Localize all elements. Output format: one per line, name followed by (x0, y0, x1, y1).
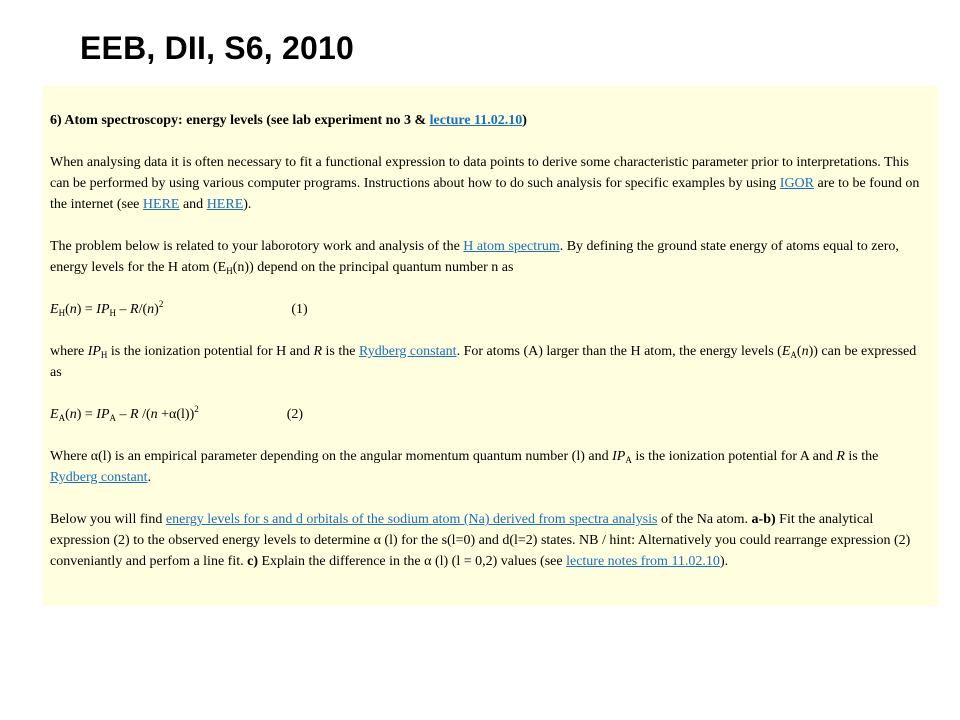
igor-link[interactable]: IGOR (779, 176, 815, 191)
alpha-text-1: Where α(l) is an empirical parameter depending on the angular momentum quantum number (l) and (50, 449, 613, 464)
problem-text-1: The problem below is related to your laborotory work and analysis of the (50, 239, 464, 254)
alpha-text-4: . (147, 470, 152, 485)
task-text-3: Fit the analytical expression (2) to the observed energy levels to determine α (l) for the s(l=0) and d(l=2) states. NB / hint: Alternatively you could rearrange expression (2) conveniantly and perfom a line fit. (50, 512, 911, 569)
alpha-text-3: is the (844, 449, 879, 464)
intro-text-1: When analysing data it is often necessary to fit a functional expression to data points to derive some characteristic parameter prior to interpretations. This can be performed by using various computer programs. Instructions about how to do such analysis for specific examples by using (50, 155, 909, 191)
definition-paragraph: where $IP_H$ is the ionization potential for H and R is the Rydberg constant. For atoms (A) larger than the H atom, the energy levels $(E_A(n))$ can be expressed as (50, 344, 917, 380)
intro-text-3: and (179, 197, 207, 212)
task-text-2: of the Na atom. (657, 512, 752, 527)
problem-text-3: (n)) depend on the principal quantum number n as (232, 260, 514, 275)
problem-sub-h: H (226, 266, 233, 276)
heading-text: 6) Atom spectroscopy: energy levels (see lab experiment no 3 & (50, 113, 430, 128)
task-text-4: Explain the difference in the α (l) (l = 0,2) values (see (258, 554, 567, 569)
task-text-1: Below you will find (50, 512, 166, 527)
sodium-energy-levels-link[interactable]: energy levels for s and d orbitals of the sodium atom (Na) derived from spectra analysis (165, 512, 658, 527)
task-label-c: c) (247, 554, 258, 569)
task-text-5: ). (719, 554, 729, 569)
definition-text-2: is the ionization potential for H and (107, 344, 314, 359)
equation-1: $E_H(n) = IP_H - R/(n)^2$ (1) (50, 299, 308, 318)
task-label-ab: a-b) (751, 512, 776, 527)
lecture-link[interactable]: lecture 11.02.10 (429, 113, 523, 128)
h-atom-spectrum-link[interactable]: H atom spectrum (463, 239, 560, 254)
intro-text-4: ). (243, 197, 252, 212)
slide-title: EEB, DII, S6, 2010 (80, 30, 354, 66)
definition-text-1: where (50, 344, 88, 359)
equation-1-label: (1) (291, 302, 308, 317)
heading-close: ) (522, 113, 527, 128)
equation-2-label: (2) (286, 407, 304, 422)
problem-paragraph (50, 236, 928, 278)
definition-text-4: . For atoms (A) larger than the H atom, the energy levels ( (456, 344, 782, 359)
intro-text-2: are to be found on the internet (see (50, 176, 920, 212)
rydberg-link-1[interactable]: Rydberg constant (359, 344, 457, 359)
content-panel (42, 86, 938, 606)
alpha-paragraph: Where α(l) is an empirical parameter depending on the angular momentum quantum number (l) and $IP_A$ is the ionization potential for A and R is the Rydberg constant. (50, 449, 879, 485)
rydberg-link-2[interactable]: Rydberg constant (50, 470, 148, 485)
task-paragraph (50, 509, 928, 572)
definition-text-3: is the (322, 344, 359, 359)
equation-2: $E_A(n) = IP_A - R$ $/(n +\alpha(l))^2$ (2) (50, 404, 304, 423)
problem-heading (50, 110, 928, 131)
definition-text-5: ) can be expressed as (50, 344, 917, 380)
here-link-1[interactable]: HERE (142, 197, 180, 212)
alpha-text-2: is the ionization potential for A and (631, 449, 837, 464)
here-link-2[interactable]: HERE (206, 197, 244, 212)
lecture-notes-link[interactable]: lecture notes from 11.02.10 (566, 554, 720, 569)
problem-text-2: . By defining the ground state energy of atoms equal to zero, energy levels for the H atom (E (50, 239, 899, 275)
intro-paragraph (50, 152, 928, 215)
